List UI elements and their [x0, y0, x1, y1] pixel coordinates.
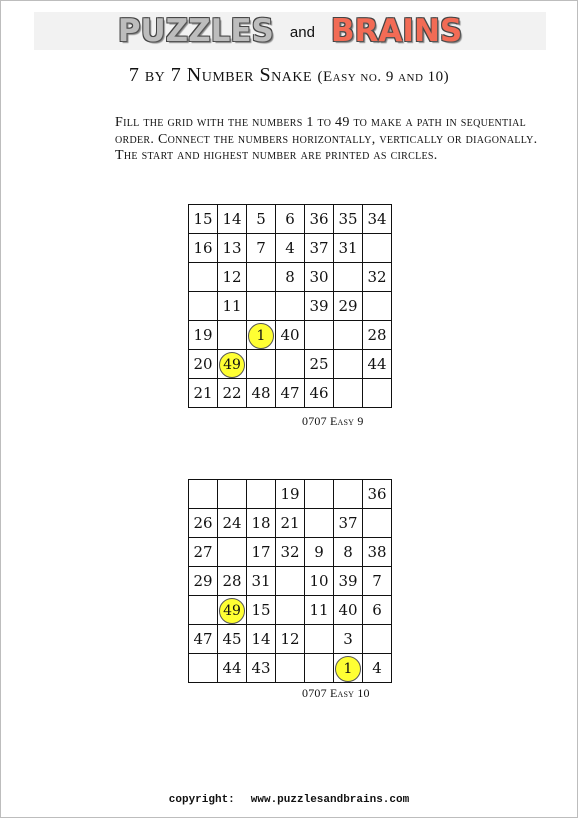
- grid-cell[interactable]: [189, 321, 218, 350]
- grid-row: [189, 263, 392, 292]
- cell-number: 7: [256, 239, 266, 257]
- grid-cell[interactable]: [363, 567, 392, 596]
- circled-number: 49: [219, 352, 245, 378]
- grid-cell[interactable]: [276, 205, 305, 234]
- grid-cell[interactable]: [363, 263, 392, 292]
- cell-number: 17: [251, 543, 271, 561]
- cell-number: 19: [280, 485, 300, 503]
- circled-number: 49: [219, 598, 245, 624]
- grid-cell-empty[interactable]: [218, 538, 247, 567]
- cell-number: 31: [338, 239, 358, 257]
- grid-cell-empty[interactable]: [334, 350, 363, 379]
- grid-cell[interactable]: [218, 509, 247, 538]
- grid-row: [189, 480, 392, 509]
- copyright-footer: [0, 794, 578, 806]
- grid-cell[interactable]: [305, 234, 334, 263]
- cell-number: 22: [222, 384, 242, 402]
- logo-word-brains: BRAINS: [330, 13, 463, 49]
- cell-number: 14: [251, 630, 271, 648]
- grid-cell[interactable]: [334, 625, 363, 654]
- grid-cell-empty[interactable]: [305, 654, 334, 683]
- grid-cell[interactable]: [276, 379, 305, 408]
- grid-row: [189, 321, 392, 350]
- cell-number: 14: [222, 210, 242, 228]
- cell-number: 11: [222, 297, 242, 315]
- grid-row: [189, 509, 392, 538]
- grid-cell-empty[interactable]: [247, 292, 276, 321]
- cell-number: 10: [309, 572, 329, 590]
- instruction-line: The start and highest number are printed as circles.: [115, 148, 438, 163]
- grid-row: [189, 234, 392, 263]
- grid-cell-empty[interactable]: [247, 350, 276, 379]
- grid-row: [189, 596, 392, 625]
- grid-cell[interactable]: [218, 205, 247, 234]
- grid-cell[interactable]: [189, 234, 218, 263]
- cell-number: 43: [251, 659, 271, 677]
- grid-cell-empty[interactable]: [305, 480, 334, 509]
- cell-number: 15: [193, 210, 213, 228]
- instructions: [115, 115, 555, 165]
- grid-cell[interactable]: [334, 596, 363, 625]
- cell-number: 34: [367, 210, 387, 228]
- header-banner: [34, 12, 546, 50]
- grid-cell[interactable]: [334, 654, 363, 683]
- cell-number: 21: [193, 384, 213, 402]
- cell-number: 47: [280, 384, 300, 402]
- grid-cell[interactable]: [305, 292, 334, 321]
- grid-cell[interactable]: [305, 596, 334, 625]
- grid-cell[interactable]: [247, 379, 276, 408]
- grid-cell[interactable]: [189, 205, 218, 234]
- grid-row: [189, 292, 392, 321]
- cell-number: 12: [280, 630, 300, 648]
- grid-cell[interactable]: [276, 234, 305, 263]
- cell-number: 19: [193, 326, 213, 344]
- grid-cell[interactable]: [247, 625, 276, 654]
- cell-number: 26: [193, 514, 213, 532]
- cell-number: 13: [222, 239, 242, 257]
- grid-row: [189, 379, 392, 408]
- grid-cell[interactable]: [218, 654, 247, 683]
- grid-cell[interactable]: [218, 263, 247, 292]
- cell-number: 44: [222, 659, 242, 677]
- title-subtitle: (Easy no. 9 and 10): [317, 69, 450, 85]
- cell-number: 40: [338, 601, 358, 619]
- grid-cell[interactable]: [247, 654, 276, 683]
- grid-row: [189, 567, 392, 596]
- grid-cell[interactable]: [363, 205, 392, 234]
- grid-cell[interactable]: [334, 292, 363, 321]
- cell-number: 7: [372, 572, 382, 590]
- grid-cell-empty[interactable]: [218, 321, 247, 350]
- cell-number: 40: [280, 326, 300, 344]
- cell-number: 4: [372, 659, 382, 677]
- grid-cell[interactable]: [247, 234, 276, 263]
- grid-cell-empty[interactable]: [189, 263, 218, 292]
- grid-cell[interactable]: [363, 350, 392, 379]
- logo-word-puzzles: PUZZLES: [117, 13, 274, 49]
- cell-number: 38: [367, 543, 387, 561]
- cell-number: 12: [222, 268, 242, 286]
- grid-cell-empty[interactable]: [334, 263, 363, 292]
- cell-number: 48: [251, 384, 271, 402]
- cell-number: 30: [309, 268, 329, 286]
- grid-cell[interactable]: [363, 596, 392, 625]
- cell-number: 29: [338, 297, 358, 315]
- grid-cell[interactable]: [334, 205, 363, 234]
- grid-cell-empty[interactable]: [189, 654, 218, 683]
- grid-cell[interactable]: [189, 538, 218, 567]
- grid-cell[interactable]: [218, 234, 247, 263]
- grid-cell[interactable]: [305, 350, 334, 379]
- grid-row: [189, 538, 392, 567]
- grid-cell[interactable]: [276, 263, 305, 292]
- grid-cell[interactable]: [363, 321, 392, 350]
- page-title: [0, 64, 578, 87]
- grid-row: [189, 625, 392, 654]
- grid-cell-empty[interactable]: [334, 321, 363, 350]
- puzzle-grid-easy-9: [188, 204, 392, 408]
- cell-number: 4: [285, 239, 295, 257]
- grid-row: [189, 654, 392, 683]
- cell-number: 6: [372, 601, 382, 619]
- grid-cell[interactable]: [218, 292, 247, 321]
- grid-cell[interactable]: [189, 509, 218, 538]
- grid-cell[interactable]: [189, 567, 218, 596]
- grid-cell[interactable]: [334, 567, 363, 596]
- cell-number: 45: [222, 630, 242, 648]
- cell-number: 32: [280, 543, 300, 561]
- cell-number: 37: [309, 239, 329, 257]
- grid-cell[interactable]: [247, 567, 276, 596]
- grid-row: [189, 350, 392, 379]
- grid-cell[interactable]: [189, 625, 218, 654]
- cell-number: 11: [309, 601, 329, 619]
- grid-cell[interactable]: [276, 625, 305, 654]
- grid-cell-empty[interactable]: [247, 263, 276, 292]
- copyright-label: copyright:: [168, 794, 235, 806]
- grid-row: [189, 205, 392, 234]
- grid-cell-empty[interactable]: [189, 480, 218, 509]
- grid-cell[interactable]: [247, 509, 276, 538]
- grid-cell[interactable]: [305, 379, 334, 408]
- cell-number: 16: [193, 239, 213, 257]
- grid-cell[interactable]: [218, 379, 247, 408]
- puzzle-caption: 0707 Easy 10: [302, 686, 370, 700]
- title-main: 7 by 7 Number Snake: [128, 64, 313, 86]
- grid-cell[interactable]: [305, 205, 334, 234]
- cell-number: 24: [222, 514, 242, 532]
- cell-number: 21: [280, 514, 300, 532]
- grid-cell-empty[interactable]: [276, 567, 305, 596]
- grid-cell[interactable]: [247, 538, 276, 567]
- cell-number: 6: [285, 210, 295, 228]
- grid-cell[interactable]: [276, 321, 305, 350]
- grid-cell-empty[interactable]: [363, 292, 392, 321]
- grid-cell[interactable]: [218, 596, 247, 625]
- cell-number: 28: [222, 572, 242, 590]
- grid-cell[interactable]: [305, 263, 334, 292]
- grid-cell-empty[interactable]: [363, 509, 392, 538]
- cell-number: 32: [367, 268, 387, 286]
- grid-cell-empty[interactable]: [334, 480, 363, 509]
- logo-word-and: and: [289, 24, 315, 41]
- grid-cell[interactable]: [334, 234, 363, 263]
- cell-number: 3: [343, 630, 353, 648]
- grid-cell-empty[interactable]: [218, 480, 247, 509]
- cell-number: 25: [309, 355, 329, 373]
- cell-number: 31: [251, 572, 271, 590]
- cell-number: 8: [285, 268, 295, 286]
- grid-cell-empty[interactable]: [276, 350, 305, 379]
- cell-number: 46: [309, 384, 329, 402]
- cell-number: 39: [309, 297, 329, 315]
- cell-number: 37: [338, 514, 358, 532]
- grid-cell-empty[interactable]: [305, 321, 334, 350]
- grid-cell-empty[interactable]: [276, 292, 305, 321]
- cell-number: 5: [256, 210, 266, 228]
- instruction-line: Fill the grid with the numbers 1 to 49 to make a path in sequential: [115, 115, 527, 130]
- cell-number: 39: [338, 572, 358, 590]
- grid-cell[interactable]: [276, 480, 305, 509]
- grid-cell-empty[interactable]: [276, 596, 305, 625]
- puzzle-grid-easy-10: [188, 479, 392, 683]
- cell-number: 9: [314, 543, 324, 561]
- grid-cell-empty[interactable]: [189, 596, 218, 625]
- grid-cell[interactable]: [247, 205, 276, 234]
- circled-number: 1: [248, 323, 274, 349]
- circled-number: 1: [335, 656, 361, 682]
- grid-cell-empty[interactable]: [305, 625, 334, 654]
- cell-number: 36: [367, 485, 387, 503]
- grid-cell[interactable]: [218, 567, 247, 596]
- cell-number: 35: [338, 210, 358, 228]
- site-logo[interactable]: [34, 12, 546, 50]
- grid-cell[interactable]: [363, 654, 392, 683]
- website-link[interactable]: www.puzzlesandbrains.com: [250, 794, 410, 806]
- cell-number: 15: [251, 601, 271, 619]
- grid-cell[interactable]: [363, 538, 392, 567]
- grid-cell-empty[interactable]: [363, 379, 392, 408]
- grid-cell[interactable]: [334, 509, 363, 538]
- grid-cell-empty[interactable]: [276, 654, 305, 683]
- grid-cell-empty[interactable]: [247, 480, 276, 509]
- grid-cell[interactable]: [218, 625, 247, 654]
- grid-cell[interactable]: [363, 480, 392, 509]
- grid-cell-empty[interactable]: [363, 234, 392, 263]
- cell-number: 8: [343, 543, 353, 561]
- cell-number: 28: [367, 326, 387, 344]
- cell-number: 29: [193, 572, 213, 590]
- grid-cell-empty[interactable]: [189, 292, 218, 321]
- grid-cell[interactable]: [247, 596, 276, 625]
- cell-number: 44: [367, 355, 387, 373]
- grid-cell[interactable]: [276, 509, 305, 538]
- grid-cell[interactable]: [276, 538, 305, 567]
- grid-cell[interactable]: [189, 379, 218, 408]
- instruction-line: order. Connect the numbers horizontally, vertically or diagonally.: [115, 131, 538, 147]
- grid-cell[interactable]: [305, 538, 334, 567]
- puzzle-caption: 0707 Easy 9: [302, 414, 364, 428]
- grid-cell-empty[interactable]: [334, 379, 363, 408]
- cell-number: 18: [251, 514, 271, 532]
- cell-number: 20: [193, 355, 213, 373]
- grid-cell[interactable]: [218, 350, 247, 379]
- cell-number: 36: [309, 210, 329, 228]
- grid-cell[interactable]: [247, 321, 276, 350]
- grid-cell[interactable]: [189, 350, 218, 379]
- grid-cell[interactable]: [334, 538, 363, 567]
- cell-number: 27: [193, 543, 213, 561]
- cell-number: 47: [193, 630, 213, 648]
- grid-cell-empty[interactable]: [305, 509, 334, 538]
- grid-cell-empty[interactable]: [363, 625, 392, 654]
- grid-cell[interactable]: [305, 567, 334, 596]
